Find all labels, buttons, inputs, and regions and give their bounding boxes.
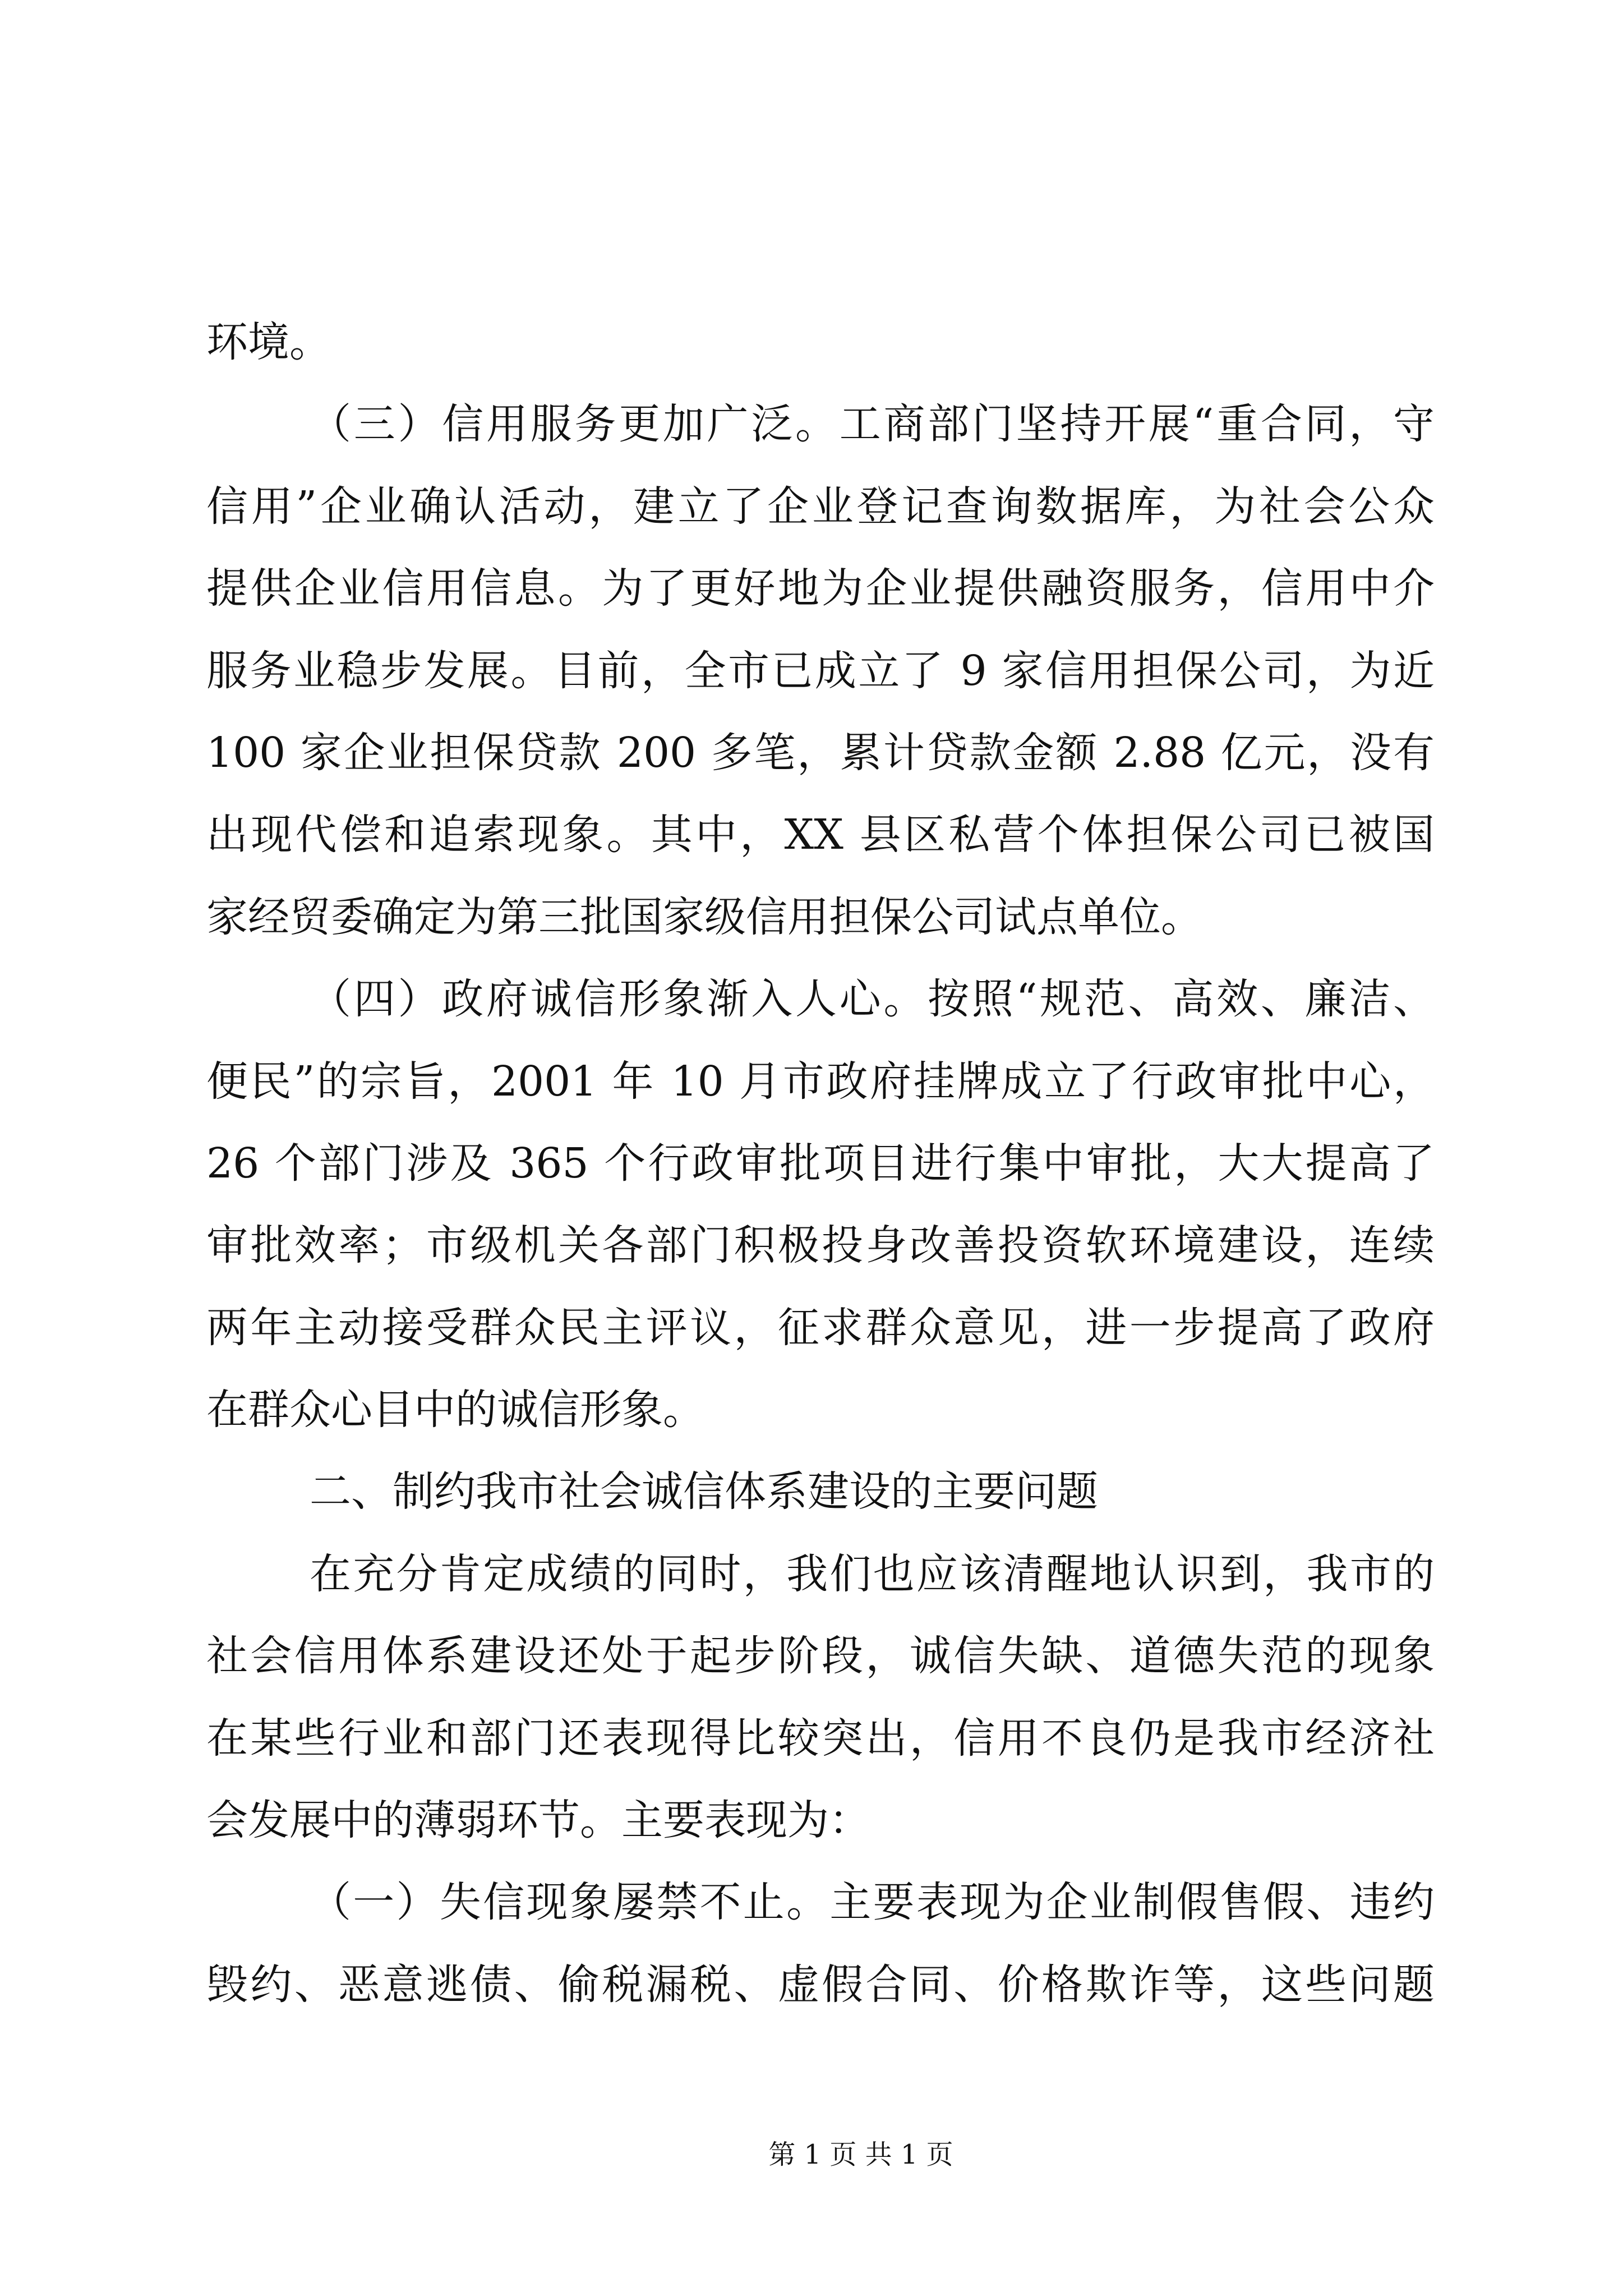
text-line: 服务业稳步发展。目前，全市已成立了 9 家信用担保公司，为近 <box>206 646 1435 695</box>
text-line: 信用”企业确认活动，建立了企业登记查询数据库，为社会公众 <box>206 482 1435 531</box>
text-line: 会发展中的薄弱环节。主要表现为： <box>206 1796 870 1845</box>
page-footer: 第 1 页 共 1 页 <box>768 2139 953 2170</box>
section-heading: 二、制约我市社会诚信体系建设的主要问题 <box>310 1467 1098 1516</box>
text-line: 环境。 <box>206 318 331 366</box>
text-line: 社会信用体系建设还处于起步阶段，诚信失缺、道德失范的现象 <box>206 1632 1435 1681</box>
text-line: 便民”的宗旨，2001 年 10 月市政府挂牌成立了行政审批中心， <box>206 1057 1435 1106</box>
paragraph-first-line: 在充分肯定成绩的同时，我们也应该清醒地认识到，我市的 <box>310 1549 1435 1598</box>
text-line: 出现代偿和追索现象。其中，XX 县区私营个体担保公司已被国 <box>206 811 1435 859</box>
text-line: 毁约、恶意逃债、偷税漏税、虚假合同、价格欺诈等，这些问题 <box>206 1960 1435 2009</box>
text-line: 26 个部门涉及 365 个行政审批项目进行集中审批，大大提高了 <box>206 1139 1435 1188</box>
paragraph-heading-line: （一）失信现象屡禁不止。主要表现为企业制假售假、违约 <box>310 1878 1435 1927</box>
text-line: 家经贸委确定为第三批国家级信用担保公司试点单位。 <box>206 892 1202 941</box>
paragraph-heading-line: （四）政府诚信形象渐入人心。按照“规范、高效、廉洁、 <box>310 975 1435 1024</box>
text-line: 两年主动接受群众民主评议，征求群众意见，进一步提高了政府 <box>206 1303 1435 1352</box>
text-line: 100 家企业担保贷款 200 多笔，累计贷款金额 2.88 亿元，没有 <box>206 728 1435 777</box>
document-body <box>206 301 1435 2026</box>
text-line: 在群众心目中的诚信形象。 <box>206 1386 704 1434</box>
text-line: 在某些行业和部门还表现得比较突出，信用不良仍是我市经济社 <box>206 1714 1435 1763</box>
text-line: 提供企业信用信息。为了更好地为企业提供融资服务，信用中介 <box>206 564 1435 613</box>
text-line: 审批效率；市级机关各部门积极投身改善投资软环境建设，连续 <box>206 1221 1435 1270</box>
paragraph-heading-line: （三）信用服务更加广泛。工商部门坚持开展“重合同，守 <box>310 400 1435 449</box>
